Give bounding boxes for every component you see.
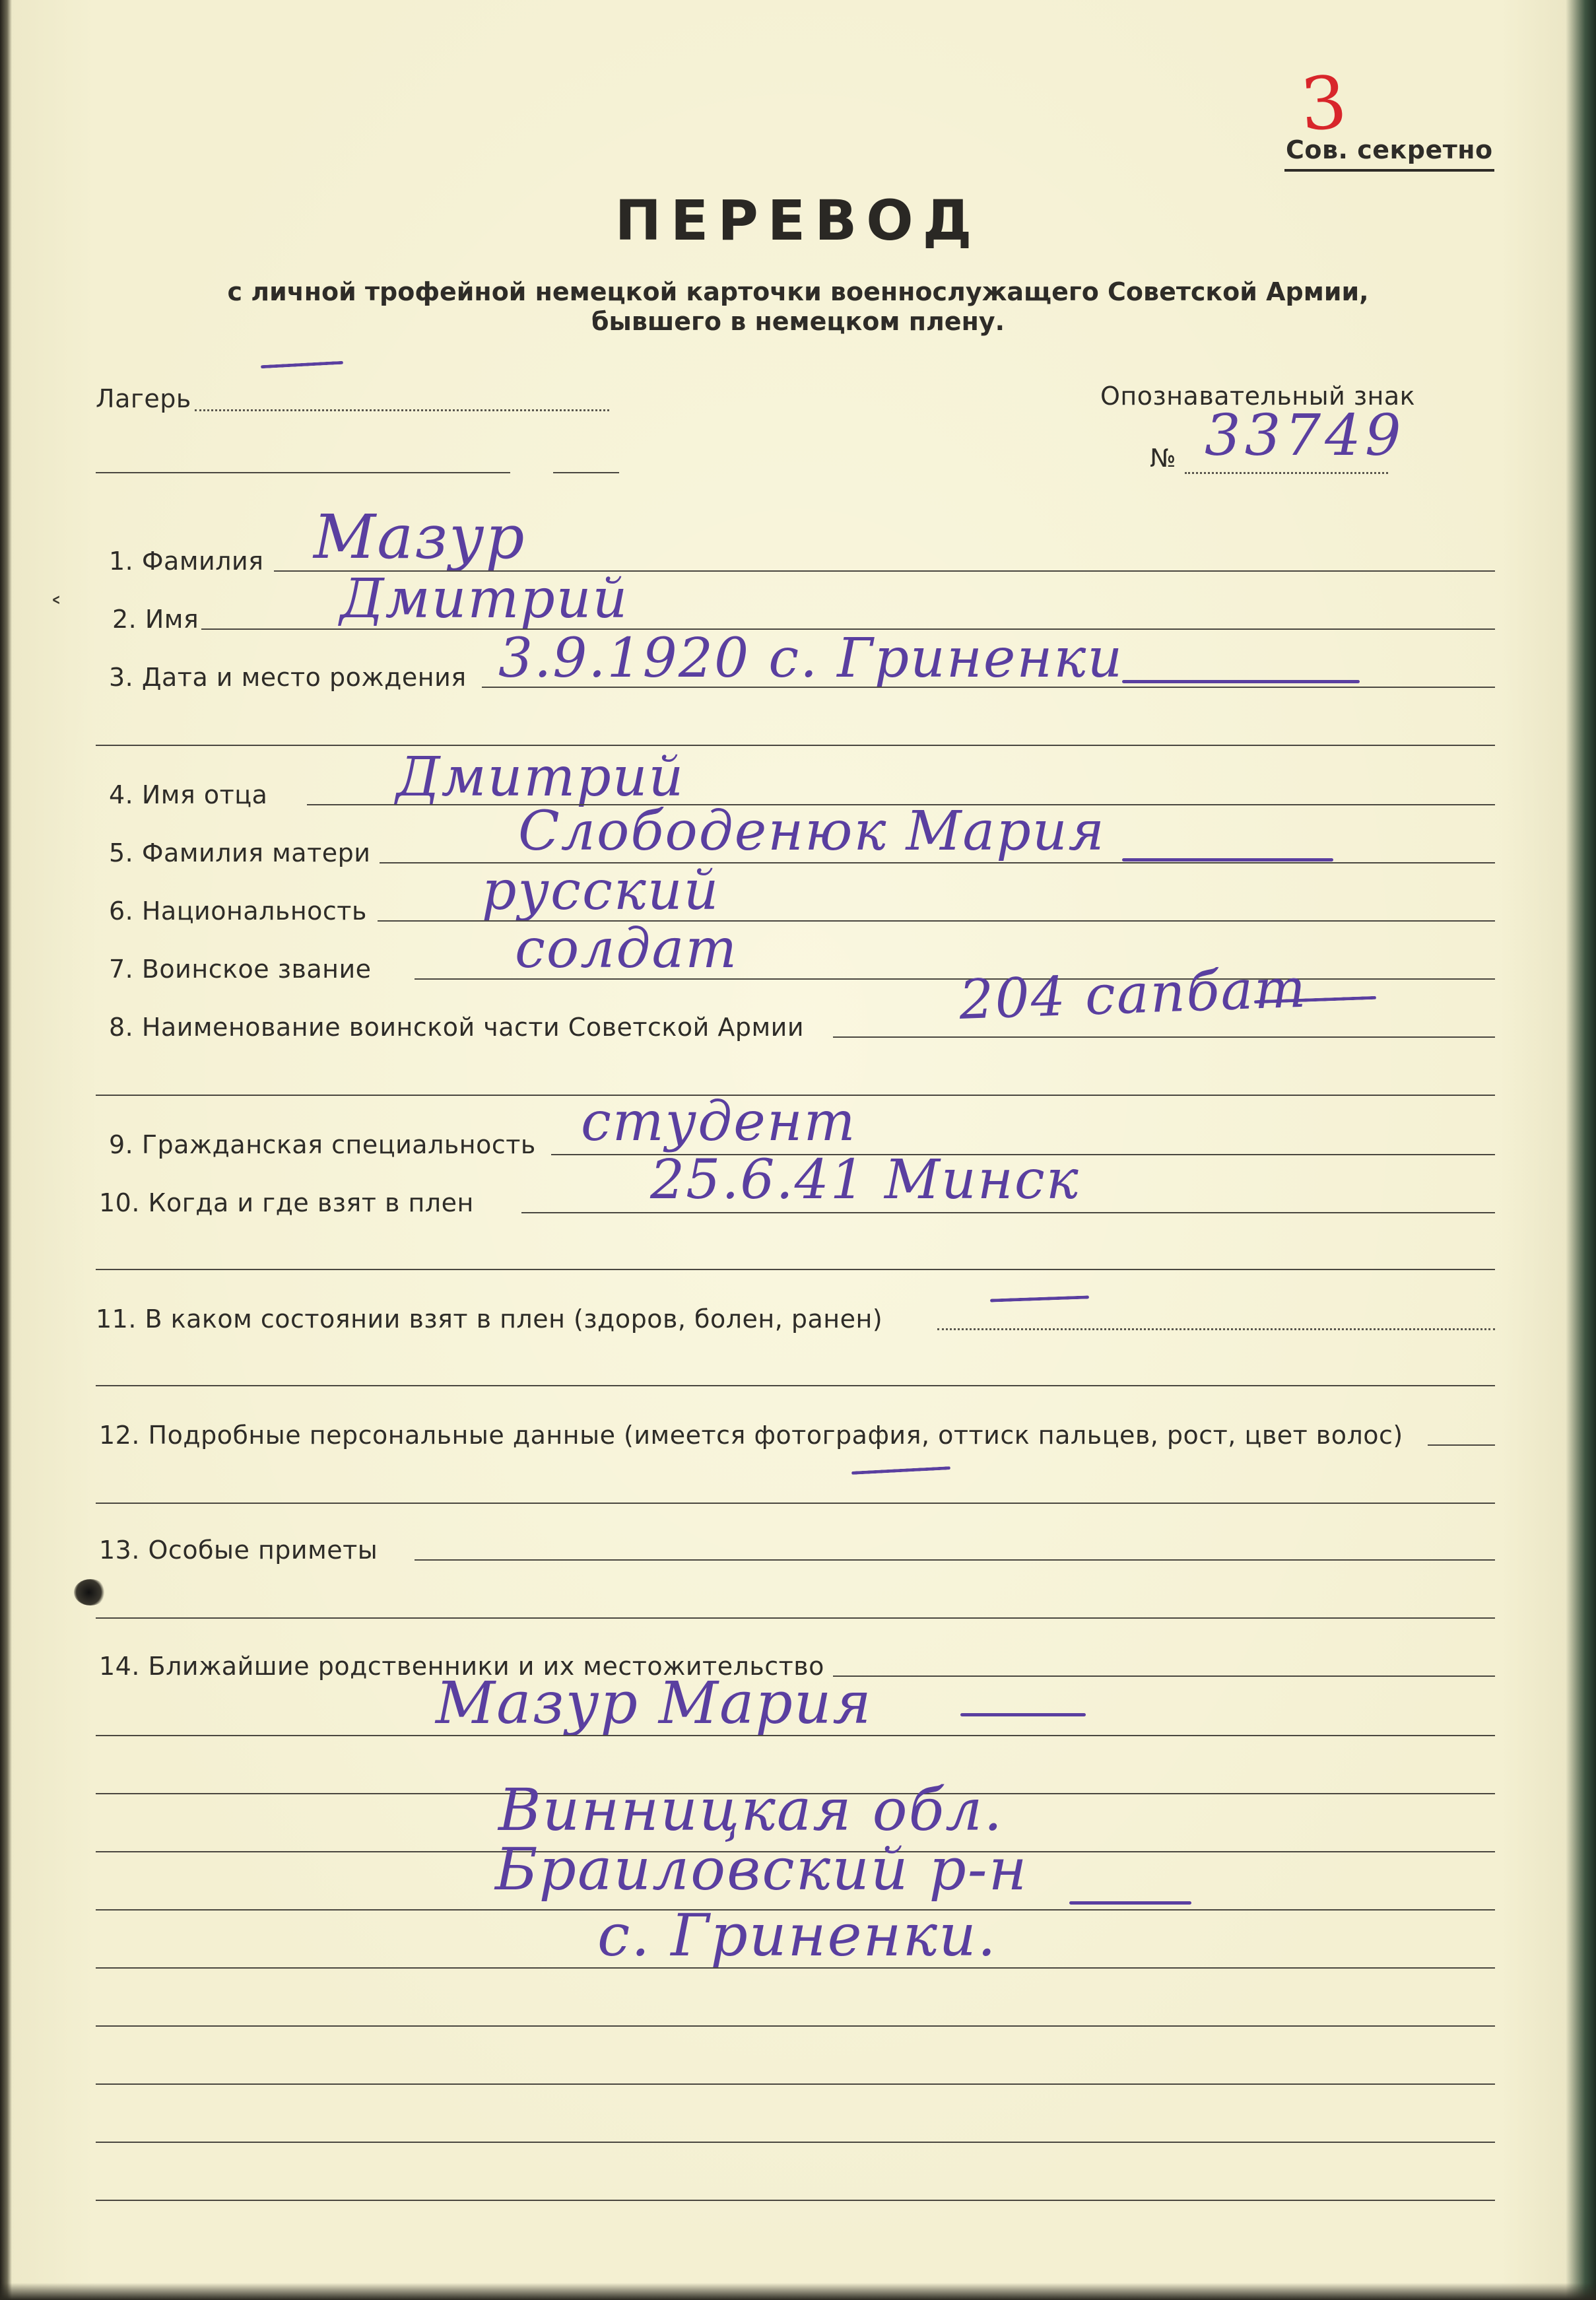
classification-underline bbox=[1284, 169, 1494, 172]
field-captured-value: 25.6.41 Минск bbox=[650, 1149, 1080, 1211]
subtitle-line-2: бывшего в немецком плену. bbox=[591, 307, 1005, 336]
field-birth-value: 3.9.1920 с. Гриненки bbox=[498, 627, 1124, 690]
field-condition-dash bbox=[990, 1295, 1089, 1302]
relatives-line-1-underline bbox=[960, 1713, 1086, 1716]
field-unit-line bbox=[833, 1036, 1495, 1038]
field-name-label: 2. Имя bbox=[112, 605, 199, 634]
field-civil-value: студент bbox=[581, 1091, 857, 1153]
field-condition-label: 11. В каком состоянии взят в плен (здоров, болен, ранен) bbox=[96, 1304, 883, 1334]
scan-edge-bottom bbox=[0, 2283, 1596, 2300]
relatives-line-3-underline bbox=[1069, 1901, 1191, 1905]
relatives-line-1: Мазур Мария bbox=[436, 1669, 873, 1737]
id-tag-value: 33749 bbox=[1205, 403, 1405, 469]
field-birth-underline bbox=[1122, 680, 1360, 683]
id-tag-label: Опознавательный знак bbox=[1100, 382, 1416, 411]
field-birth-line bbox=[482, 687, 1495, 688]
field-captured-label: 10. Когда и где взят в плен bbox=[99, 1188, 474, 1217]
field-nationality-label: 6. Национальность bbox=[109, 896, 367, 926]
camp-line bbox=[195, 409, 609, 411]
field-personal-line bbox=[1428, 1444, 1495, 1446]
classification-label: Сов. секретно bbox=[1286, 135, 1493, 164]
field-unit-label: 8. Наименование воинской части Советской Армии bbox=[109, 1013, 805, 1042]
scan-edge-right bbox=[1566, 0, 1596, 2300]
field-mother-label: 5. Фамилия матери bbox=[109, 838, 371, 867]
relatives-rule-1 bbox=[96, 1735, 1495, 1736]
field-birth-line-2 bbox=[96, 745, 1495, 746]
field-mother-value: Слободенюк Мария bbox=[518, 800, 1106, 863]
camp-line-2b bbox=[553, 472, 619, 473]
field-condition-line bbox=[937, 1328, 1495, 1330]
field-personal-dash bbox=[851, 1466, 950, 1475]
field-personal-label: 12. Подробные персональные данные (имеется фотография, оттиск пальцев, рост, цвет волос) bbox=[99, 1421, 1403, 1450]
field-surname-value: Мазур bbox=[314, 502, 526, 572]
scan-edge-left bbox=[0, 0, 12, 2300]
relatives-rule-8 bbox=[96, 2142, 1495, 2143]
field-rank-label: 7. Воинское звание bbox=[109, 955, 372, 984]
punch-hole bbox=[74, 1579, 107, 1606]
field-marks-label: 13. Особые приметы bbox=[99, 1536, 378, 1565]
subtitle-line-1: с личной трофейной немецкой карточки военнослужащего Советской Армии, bbox=[227, 277, 1369, 306]
relatives-line-2: Винницкая обл. bbox=[498, 1776, 1004, 1844]
camp-label: Лагерь bbox=[96, 384, 191, 413]
field-unit-value: 204 сапбат bbox=[958, 957, 1308, 1032]
relatives-line-3: Браиловский р-н bbox=[495, 1835, 1028, 1903]
relatives-rule-9 bbox=[96, 2200, 1495, 2201]
field-marks-line-2 bbox=[96, 1617, 1495, 1619]
field-relatives-label: 14. Ближайшие родственники и их местожительство bbox=[99, 1652, 824, 1681]
field-marks-line bbox=[415, 1559, 1495, 1561]
id-tag-line bbox=[1185, 472, 1388, 474]
field-civil-label: 9. Гражданская специальность bbox=[109, 1130, 536, 1159]
margin-tick-mark: ˂ bbox=[50, 594, 63, 625]
field-mother-underline bbox=[1122, 858, 1333, 862]
relatives-line-4: с. Гриненки. bbox=[597, 1901, 997, 1969]
camp-dash bbox=[261, 361, 343, 369]
relatives-rule-7 bbox=[96, 2083, 1495, 2085]
field-relatives-line bbox=[833, 1675, 1495, 1677]
classification-mark: 3 bbox=[1298, 59, 1351, 147]
field-rank-line bbox=[415, 978, 1495, 980]
field-surname-label: 1. Фамилия bbox=[109, 547, 264, 576]
page-title: ПЕРЕВОД bbox=[615, 188, 981, 253]
id-tag-number-label: № bbox=[1150, 444, 1177, 473]
field-captured-line-2 bbox=[96, 1269, 1495, 1270]
field-captured-line bbox=[521, 1212, 1495, 1213]
field-father-label: 4. Имя отца bbox=[109, 780, 268, 809]
field-name-value: Дмитрий bbox=[340, 568, 629, 630]
field-condition-line-2 bbox=[96, 1385, 1495, 1386]
field-personal-line-2 bbox=[96, 1503, 1495, 1504]
relatives-rule-5 bbox=[96, 1967, 1495, 1969]
relatives-rule-6 bbox=[96, 2025, 1495, 2027]
camp-line-2a bbox=[96, 472, 510, 473]
field-rank-value: солдат bbox=[515, 918, 739, 980]
field-father-value: Дмитрий bbox=[396, 746, 685, 809]
field-birth-label: 3. Дата и место рождения bbox=[109, 663, 467, 692]
field-nationality-value: русский bbox=[482, 860, 720, 922]
